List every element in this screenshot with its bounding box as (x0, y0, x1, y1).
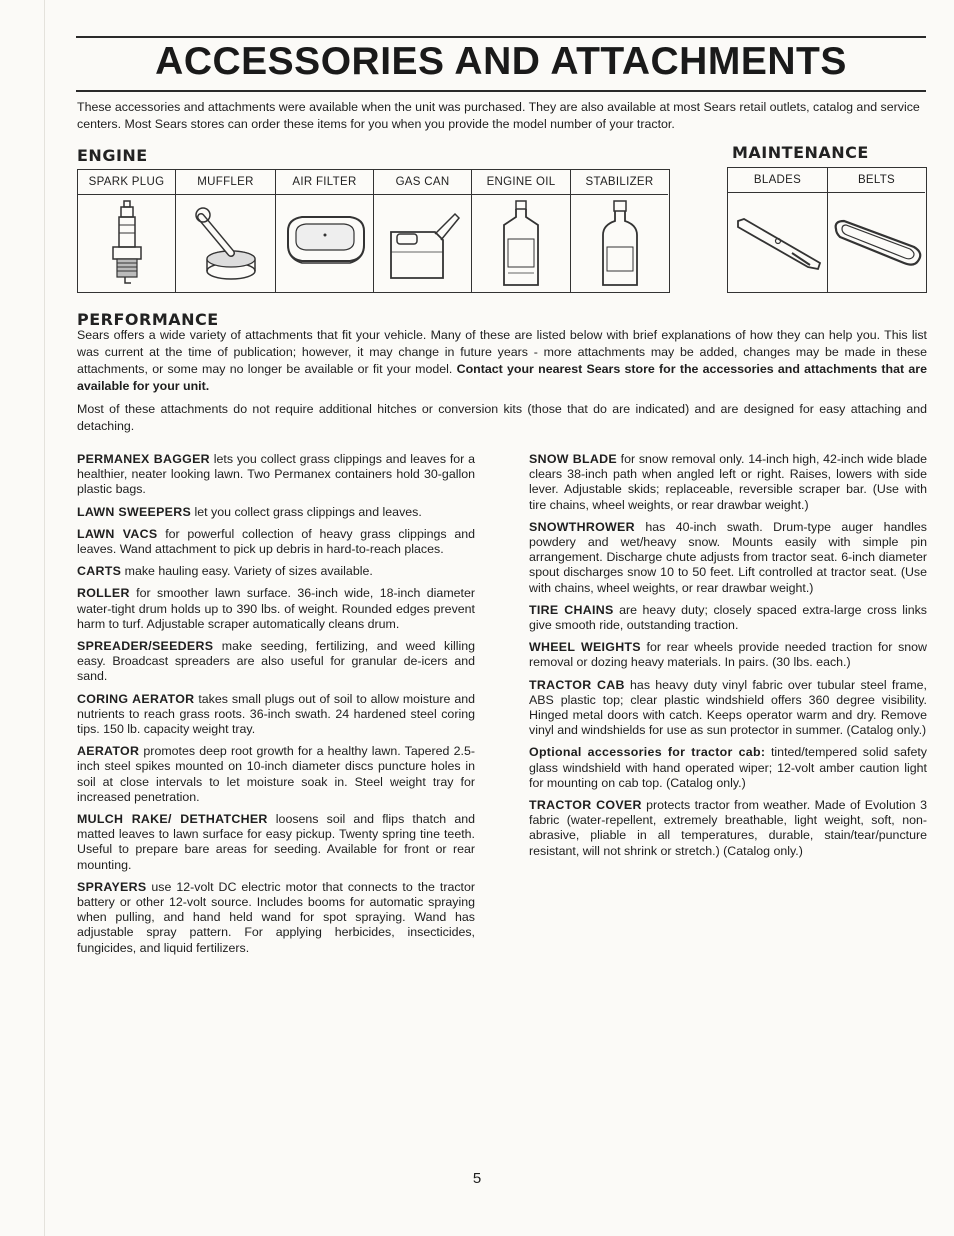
cell-label: GAS CAN (374, 170, 471, 195)
list-item (77, 527, 475, 557)
item-text: takes small plugs out of soil to allow moisture and nutrients to reach grass roots. 36-inch swath. 24 hardened steel coring tips. 150 lb. capacity weight tray. (77, 691, 475, 737)
list-item (77, 639, 475, 685)
cell-label: BELTS (828, 168, 925, 193)
muffler-icon (191, 199, 261, 289)
item-term: CORING AERATOR (77, 691, 195, 706)
item-term: TRACTOR CAB (529, 677, 625, 692)
list-item (529, 745, 927, 791)
item-term: PERMANEX BAGGER (77, 452, 210, 466)
intro-paragraph: These accessories and attachments were available when the unit was purchased. They are also available at most Sears retail outlets, catalog and service centers. Most Sears stores can order these items for you when you provide the model number of your tractor. (77, 100, 920, 131)
list-item (529, 520, 927, 596)
item-text: make seeding, fertilizing, and weed killing easy. Broadcast spreaders are also useful for granular de-icers and sand. (77, 639, 475, 684)
item-term: ROLLER (77, 586, 130, 601)
item-text: has heavy duty vinyl fabric over tubular steel frame, ABS plastic top; clear plastic windshield offers 360 degree visibility. Hinged metal doors with catch. Keeps operator warm and dry. Remove vinyl and windshields for use as sun protector in summer. (Catalog only.) (529, 677, 927, 738)
item-text: for rear wheels provide needed traction for snow removal or dozing heavy materials. In pairs. (30 lbs. each.) (529, 640, 927, 670)
item-text: has 40-inch swath. Drum-type auger handles powdery and wet/heavy snow. Mounts easily with simple pin arrangement. Discharge chute adjusts from tractor seat. 6-inch diameter spout discharges snow 10 to 50 feet. Lift controlled at tractor seat. (Use with chains, wheel weights, or rear drawbar weight.) (529, 519, 927, 595)
list-item (77, 452, 475, 498)
maintenance-grid (727, 167, 927, 293)
item-text: tinted/tempered solid safety glass windshield with hand operated wiper; 12-volt amber caution light for mounting on cab top. (Catalog only.) (529, 745, 927, 790)
list-item (77, 812, 475, 873)
item-text: promotes deep root growth for a healthy lawn. Tapered 2.5-inch steel spikes mounted on 10-inch diameter discs puncture holes in soil at close intervals to let moisture soak in. Steel weight tray for increased penetration. (77, 744, 475, 804)
item-text: make hauling easy. Variety of sizes available. (121, 564, 373, 579)
performance-bold-note: Contact your nearest Sears store for the accessories and attachments that are available for your unit. (77, 362, 927, 393)
item-text: protects tractor from weather. Made of Evolution 3 fabric (water-repellent, extremely breathable, light weight, soft, non-abrasive, pliable in all temperatures, durable, stain/tear/puncture resistant, will not shrink or stretch.) (Catalog only.) (529, 798, 927, 858)
list-item (77, 505, 475, 520)
page-edge-line (44, 0, 45, 1236)
engine-grid (77, 169, 670, 293)
cell-label: ENGINE OIL (472, 170, 570, 195)
engine-heading: ENGINE (77, 146, 148, 165)
item-term: Optional accessories for tractor cab: (529, 745, 766, 760)
maintenance-cell-belts (828, 168, 925, 292)
cell-label: BLADES (728, 168, 827, 193)
item-text: let you collect grass clippings and leaves. (191, 504, 422, 519)
item-term: WHEEL WEIGHTS (529, 640, 641, 655)
item-text: for smoother lawn surface. 36-inch wide, 18-inch diameter water-tight drum holds up to 390 lbs. of weight. Rounded edges prevent harm to turf. Adjustable scraper automatically cleans drum. (77, 586, 475, 631)
belt-icon (830, 213, 924, 273)
item-term: SNOWTHROWER (529, 519, 635, 534)
engine-cell-muffler (176, 170, 276, 292)
item-text: for powerful collection of heavy grass clippings and leaves. Wand attachment to pick up debris in hard-to-reach places. (77, 526, 475, 557)
item-text: use 12-volt DC electric motor that connects to the tractor battery or other 12-volt source. Includes booms for automatic spraying when pulling, and hand held wand for spot spraying. Wand has adjustable spray pattern. For applying herbicides, insecticides, fungicides, and liquid fertilizers. (77, 879, 475, 955)
list-item (529, 678, 927, 739)
item-term: CARTS (77, 564, 122, 579)
item-term: SNOW BLADE (529, 452, 617, 466)
list-item (529, 640, 927, 670)
item-text: are heavy duty; closely spaced extra-large cross links give smooth ride, outstanding traction. (529, 602, 927, 633)
air-filter-icon (280, 209, 370, 279)
spark-plug-icon (107, 199, 147, 289)
item-term: SPREADER/SEEDERS (77, 639, 214, 654)
list-item (77, 692, 475, 738)
title-rule (76, 90, 926, 92)
item-text: lets you collect grass clippings and leaves for a healthier, neater looking lawn. Two Permanex containers hold 30-gallon plastic bags. (77, 452, 476, 497)
engine-cell-engine-oil (472, 170, 571, 292)
stabilizer-icon (597, 199, 643, 289)
page-title: ACCESSORIES AND ATTACHMENTS (155, 40, 847, 83)
performance-paragraph-2: Most of these attachments do not require additional hitches or conversion kits (those that do are indicated) and are designed for easy attaching and detaching. (77, 402, 927, 433)
page-number: 5 (472, 1170, 482, 1187)
item-term: SPRAYERS (77, 879, 147, 894)
list-item (529, 798, 927, 859)
engine-oil-icon (498, 199, 544, 289)
list-item (529, 603, 927, 633)
maintenance-cell-blades (728, 168, 828, 292)
list-item (77, 564, 475, 579)
cell-label: AIR FILTER (276, 170, 373, 195)
item-text: for snow removal only. 14-inch high, 42-inch wide blade clears 38-inch path when angled left or right. Raises, lowers with side lever. Adjustable skids; replaceable, reversible scraper bar. (Use with tire chains, wheel weights, or rear drawbar weight.) (529, 452, 927, 512)
list-item (529, 452, 927, 513)
cell-label: STABILIZER (571, 170, 668, 195)
item-term: TIRE CHAINS (529, 602, 614, 617)
item-text: loosens soil and flips thatch and matted leaves to lawn surface for easy pickup. Twenty spring tine teeth. Useful to prepare bare areas for seeding. Available for front or rear mounting. (77, 812, 475, 872)
list-item (77, 586, 475, 632)
engine-cell-stabilizer (571, 170, 668, 292)
performance-heading: PERFORMANCE (77, 310, 219, 329)
performance-paragraph-1 (77, 327, 927, 395)
list-item (77, 744, 475, 805)
cell-label: MUFFLER (176, 170, 275, 195)
engine-cell-gas-can (374, 170, 472, 292)
item-term: TRACTOR COVER (529, 798, 642, 813)
maintenance-heading: MAINTENANCE (732, 143, 869, 162)
gas-can-icon (381, 204, 465, 284)
item-term: AERATOR (77, 744, 140, 759)
right-column (529, 452, 927, 866)
blade-icon (732, 213, 824, 273)
top-rule (76, 36, 926, 38)
list-item (77, 880, 475, 956)
item-term: LAWN SWEEPERS (77, 504, 192, 519)
item-term: LAWN VACS (77, 526, 158, 541)
engine-cell-air-filter (276, 170, 374, 292)
cell-label: SPARK PLUG (78, 170, 175, 195)
left-column (77, 452, 475, 963)
performance-text: Sears offers a wide variety of attachments that fit your vehicle. Many of these are listed below with brief explanations of how they can help you. This list was current at the time of publication; however, it may change in future years - more attachments may be added, changes may be made in these attachments, or some may no longer be available or fit your model. (77, 328, 927, 376)
item-term: MULCH RAKE/ DETHATCHER (77, 812, 268, 827)
engine-cell-spark-plug (78, 170, 176, 292)
